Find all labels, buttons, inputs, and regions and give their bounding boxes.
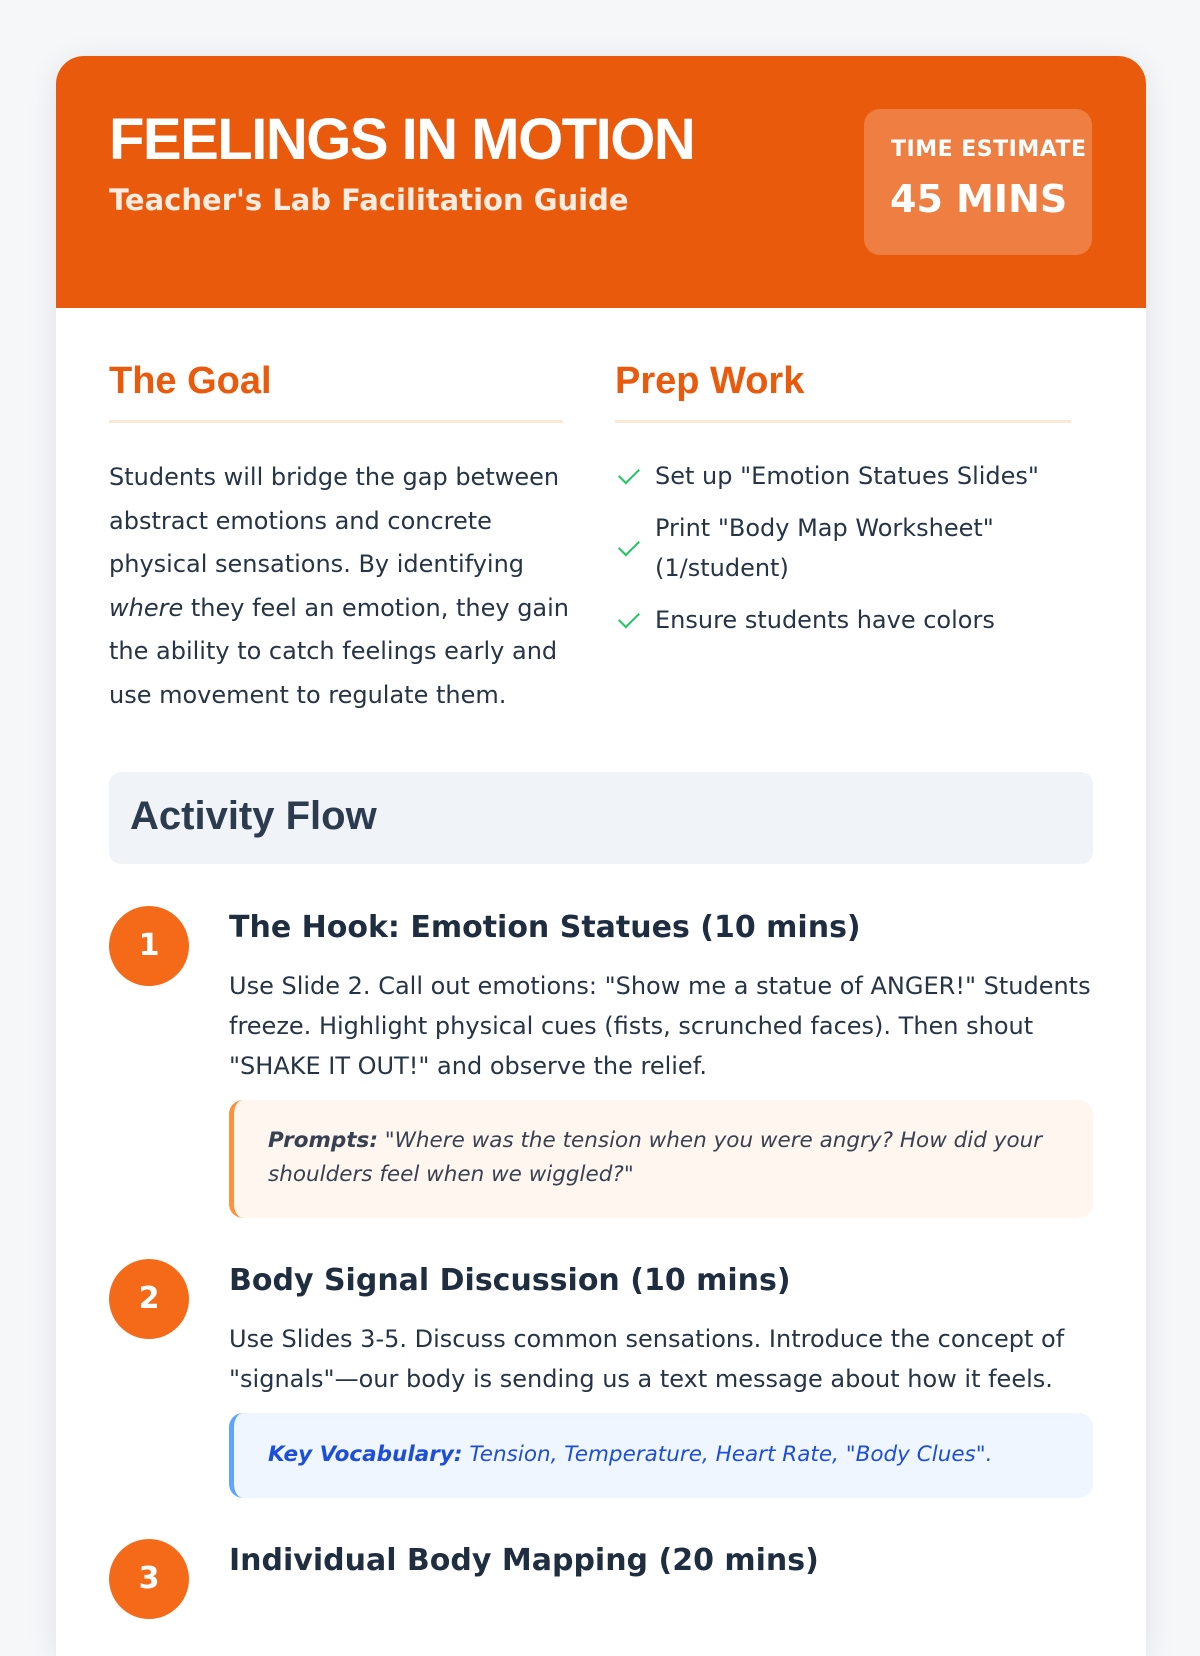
goal-divider xyxy=(109,420,563,423)
header-banner xyxy=(56,56,1146,308)
activity-flow-heading: Activity Flow xyxy=(130,794,377,838)
callout-body: Tension, Temperature, Heart Rate, "Body Clues". xyxy=(469,1442,993,1467)
check-icon xyxy=(618,463,640,485)
prep-list xyxy=(615,456,1095,640)
prompts-callout xyxy=(229,1100,1093,1218)
goal-text xyxy=(109,456,579,717)
goal-text-end: they feel an emotion, they gain the ability to catch feelings early and use movement to regulate them. xyxy=(109,593,570,709)
prep-divider xyxy=(615,420,1071,423)
time-estimate-badge xyxy=(864,109,1092,255)
step-number-badge: 1 xyxy=(109,906,189,986)
callout-label: Key Vocabulary: xyxy=(268,1442,463,1467)
step-title: The Hook: Emotion Statues (10 mins) xyxy=(229,910,861,945)
callout-text xyxy=(268,1438,1063,1472)
callout-body: "Where was the tension when you were angry? How did your shoulders feel when we wiggled?" xyxy=(268,1128,1043,1187)
prep-item xyxy=(615,456,1095,496)
step-number-badge: 2 xyxy=(109,1259,189,1339)
page-title: FEELINGS IN MOTION xyxy=(109,107,695,172)
time-estimate-value: 45 MINS xyxy=(890,177,1068,221)
prep-item xyxy=(615,600,1095,640)
callout-label: Prompts: xyxy=(268,1128,378,1153)
goal-text-start: Students will bridge the gap between abstract emotions and concrete physical sensations. By identifying xyxy=(109,463,560,578)
check-icon xyxy=(618,535,640,557)
step-title: Individual Body Mapping (20 mins) xyxy=(229,1543,819,1578)
goal-text-emphasis: where xyxy=(109,593,184,622)
prep-heading: Prep Work xyxy=(615,360,805,402)
goal-heading: The Goal xyxy=(109,360,272,402)
prep-item-label: Print "Body Map Worksheet" (1/student) xyxy=(655,514,994,582)
time-estimate-label: TIME ESTIMATE xyxy=(891,137,1087,162)
step-description: Use Slide 2. Call out emotions: "Show me a statue of ANGER!" Students freeze. Highlight physical cues (fists, scrunched faces). Then shout "SHAKE IT OUT!" and observe the relief. xyxy=(229,972,1091,1080)
prep-item-label: Set up "Emotion Statues Slides" xyxy=(655,462,1039,490)
guide-card xyxy=(56,56,1146,1656)
vocabulary-callout xyxy=(229,1413,1093,1498)
activity-flow-header xyxy=(109,772,1093,864)
step-title: Body Signal Discussion (10 mins) xyxy=(229,1263,791,1298)
prep-item-label: Ensure students have colors xyxy=(655,606,995,634)
callout-text xyxy=(268,1124,1063,1192)
prep-item xyxy=(615,508,1055,588)
step-number-badge: 3 xyxy=(109,1539,189,1619)
check-icon xyxy=(618,607,640,629)
step-description: Use Slides 3-5. Discuss common sensations. Introduce the concept of "signals"—our body is sending us a text message about how it feels. xyxy=(229,1325,1065,1393)
page-subtitle: Teacher's Lab Facilitation Guide xyxy=(109,183,629,217)
